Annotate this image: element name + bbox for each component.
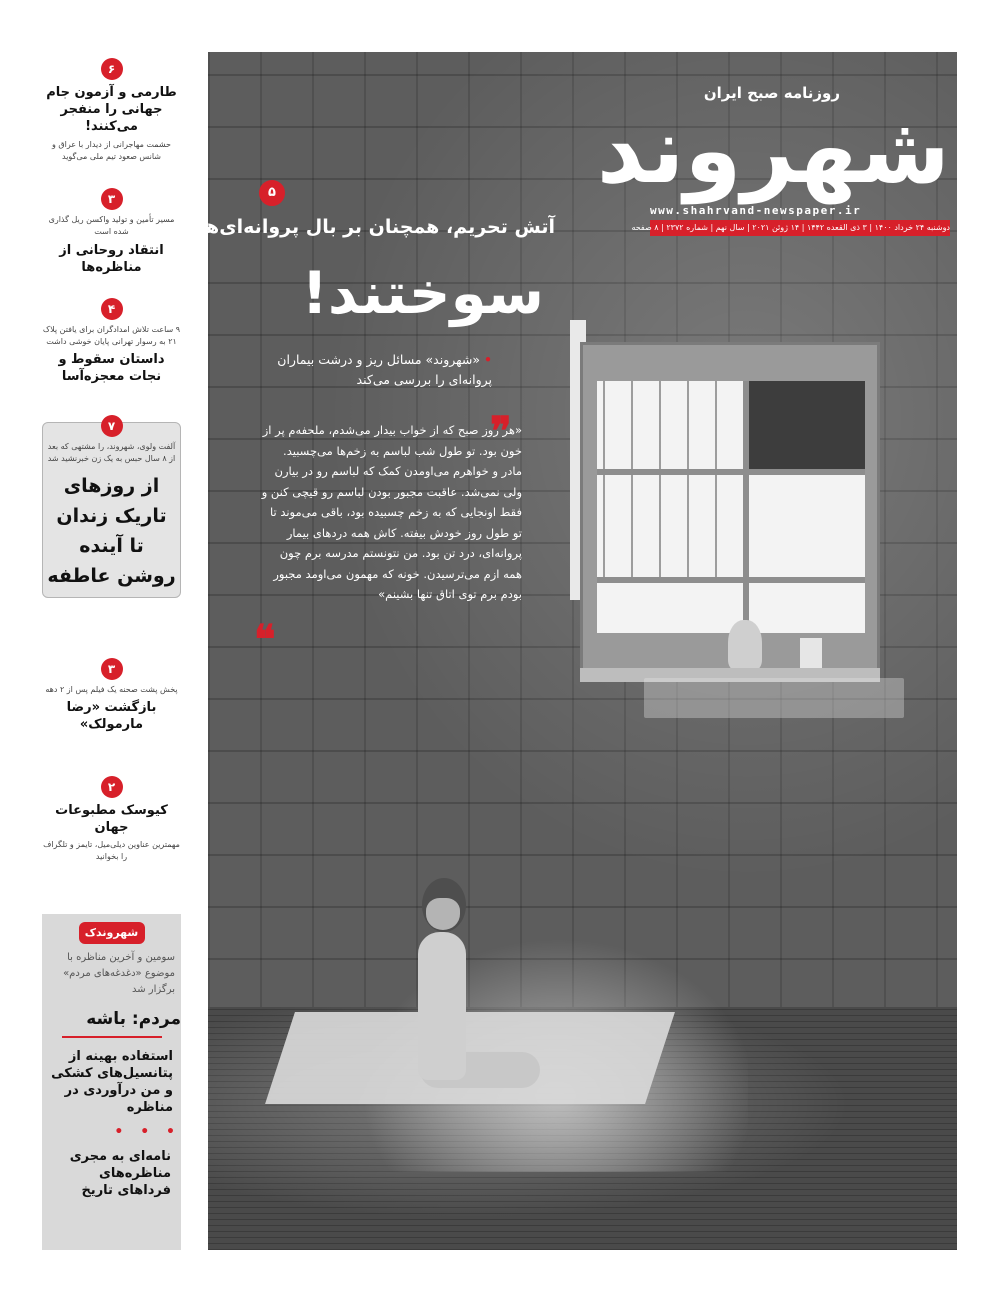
sidebar-summary: پخش پشت صحنه یک فیلم پس از ۲ دهه — [45, 685, 178, 694]
masthead[interactable] — [596, 60, 950, 240]
page-number-badge: ۳ — [101, 658, 123, 680]
sidebar-headline: از روزهای تاریک زندان تا آینده روشن عاطفه — [47, 475, 176, 587]
sidebar-summary: مسیر تأمین و تولید واکسن ریل گذاری شده است — [48, 215, 175, 236]
lead-headline[interactable]: سوختند! — [301, 259, 544, 327]
sidebar-story-2[interactable] — [42, 188, 181, 276]
sidebar-story-6[interactable] — [42, 776, 181, 863]
window-mullion — [743, 381, 749, 633]
sidebar-headline: طارمی و آزمون جام جهانی را منفجر می‌کنند! — [46, 85, 177, 134]
supplement-logo: شهروندک — [79, 922, 145, 944]
cup — [800, 638, 822, 668]
vase — [728, 620, 762, 670]
newspaper-logo: شهروند — [596, 97, 950, 204]
window-mullion — [597, 469, 865, 475]
sidebar-headline: انتقاد روحانی از مناظره‌ها — [59, 243, 164, 275]
page-number-badge: ۳ — [101, 188, 123, 210]
lead-page-number: ۵ — [259, 180, 285, 206]
window-mullion — [597, 577, 865, 583]
sidebar-story-4[interactable] — [42, 419, 181, 598]
featured-box — [42, 419, 181, 598]
sidebar-summary: حشمت مهاجرانی از دیدار با عراق و شانس صعود تیم ملی می‌گوید — [51, 140, 171, 161]
page-number-badge: ۲ — [101, 776, 123, 798]
supplement-intro: سومین و آخرین مناظره با موضوع «دغدغه‌های مردم» برگزار شد — [63, 952, 175, 995]
sidebar-summary: مهمترین عناوین دیلی‌میل، تایمز و تلگراف را بخوانید — [43, 840, 180, 861]
page-number-badge: ۴ — [101, 298, 123, 320]
window-bars — [603, 381, 743, 581]
lead-dek-text: «شهروند» مسائل ریز و درشت بیماران پروانه‌ای را بررسی می‌کند — [277, 352, 492, 387]
sidebar — [42, 52, 181, 1250]
supplement-headline: مردم: باشه — [86, 1009, 181, 1029]
issue-date-bar: دوشنبه ۲۴ خرداد ۱۴۰۰ | ۳ ذی القعده ۱۴۴۲ | ۱۴ ژوئن ۲۰۲۱ | سال نهم | شماره ۲۳۷۲ | ۸ صفحه — [650, 220, 950, 236]
page-number-badge: ۶ — [101, 58, 123, 80]
sidebar-headline: داستان سقوط و نجات معجزه‌آسا — [58, 352, 165, 384]
supplement-insert[interactable] — [42, 914, 181, 1250]
divider — [62, 1036, 162, 1038]
supplement-story-1[interactable]: استفاده بهینه از پتانسیل‌های کشکی و من درآوردی در مناظره — [51, 1049, 173, 1115]
lead-kicker: آتش تحریم، همچنان بر بال پروانه‌ای‌ها — [198, 216, 555, 238]
sidebar-story-5[interactable] — [42, 658, 181, 733]
sidebar-headline: کیوسک مطبوعات جهان — [55, 803, 168, 835]
separator-dots: • • • — [114, 1124, 181, 1140]
masthead-tagline: روزنامه صبح ایران — [703, 84, 840, 102]
sidebar-story-1[interactable] — [42, 58, 181, 163]
sidebar-story-3[interactable] — [42, 298, 181, 385]
lead-dek — [252, 350, 492, 390]
window — [580, 342, 880, 672]
child-face — [426, 898, 460, 930]
sidebar-headline: بازگشت «رضا مارمولک» — [66, 700, 157, 732]
child-figure — [418, 932, 466, 1080]
sidebar-summary: ۹ ساعت تلاش امدادگران برای یافتن پلاک ۲۱ به رسوار تهرانی پایان خوشی داشت — [42, 325, 181, 346]
bullet-icon: • — [484, 352, 492, 367]
quote-open-icon: ❞ — [490, 408, 512, 455]
page-number-badge: ۷ — [101, 415, 123, 437]
supplement-story-2[interactable]: نامه‌ای به مجری مناظره‌های فرداهای تاریخ — [69, 1149, 171, 1198]
quote-close-icon: ❝ — [254, 616, 276, 663]
sidebar-summary: آلفت ولوی، شهروند، را مشتهی که بعد از ۸ سال حبس به یک زن خبرنشید شد — [47, 442, 176, 463]
window-pane-dark — [749, 381, 865, 473]
sill-cloth — [644, 678, 904, 718]
lead-quote: «هر روز صبح که از خواب بیدار می‌شدم، ملحفه‌م پر از خون بود. تو طول شب لباسم به زخم‌ها می‌چسبید. مادر و خواهرم می‌اومدن کمک که لباسم رو در بیارن ولی نمی‌شد. عاقبت مجبور بودن لباسم رو قیچی کنن و فقط اونجایی که به زخم چسبیده بود، باقی می‌موند تا تو طول روز خودش بیفته. کاش همه دردهای بیمار پروانه‌ای، درد تن بود. من نتونستم مدرسه برم چون همه ازم می‌ترسیدن. خونه که مهمون می‌اومد مجبور بودم برم توی اتاق تنها بشینم» — [261, 423, 522, 601]
website-url[interactable]: www.shahrvand-newspaper.ir — [650, 204, 862, 217]
